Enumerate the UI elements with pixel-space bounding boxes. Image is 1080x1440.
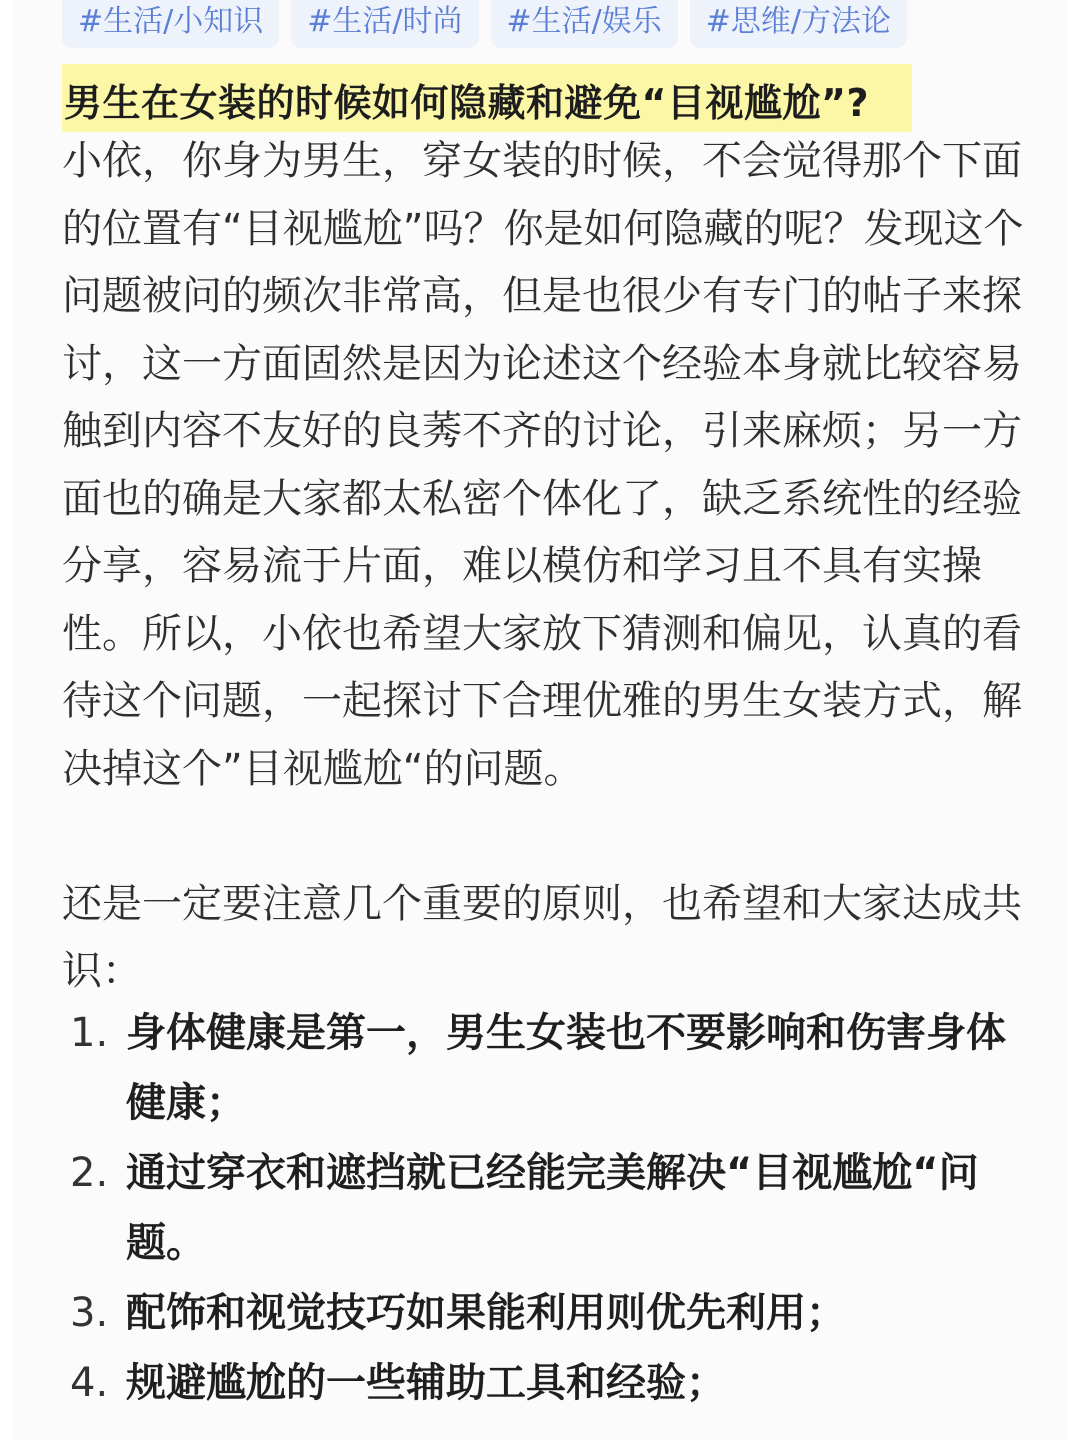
intro-paragraph: 小依，你身为男生，穿女装的时候，不会觉得那个下面的位置有“目视尴尬”吗？你是如何隐藏的呢？发现这个问题被问的频次非常高，但是也很少有专门的帖子来探讨，这一方面固然是因为论述这个经验本身就比较容易触到内容不友好的良莠不齐的讨论，引来麻烦；另一方面也的确是大家都太私密个体化了，缺乏系统性的经验分享，容易流于片面，难以模仿和学习且不具有实操性。所以，小依也希望大家放下猜测和偏见，认真的看待这个问题，一起探讨下合理优雅的男生女装方式，解决掉这个”目视尴尬“的问题。 bbox=[62, 138, 1024, 792]
post-title: 男生在女装的时候如何隐藏和避免“目视尴尬”? bbox=[64, 81, 869, 125]
list-item-number: 2. bbox=[70, 1150, 109, 1196]
list-item bbox=[62, 1278, 1042, 1348]
tag-list bbox=[62, 0, 907, 48]
list-item bbox=[62, 1348, 1042, 1418]
list-item-number: 4. bbox=[70, 1360, 109, 1406]
list-item-text: 身体健康是第一，男生女装也不要影响和伤害身体健康； bbox=[126, 1010, 1006, 1126]
tag-thinking-methodology[interactable]: #思维/方法论 bbox=[690, 0, 907, 48]
list-item-number: 1. bbox=[70, 1010, 109, 1056]
principles-list bbox=[62, 998, 1042, 1418]
list-item-text: 配饰和视觉技巧如果能利用则优先利用； bbox=[126, 1290, 846, 1336]
list-item bbox=[62, 1138, 1042, 1278]
principles-intro-paragraph: 还是一定要注意几个重要的原则，也希望和大家达成共识： bbox=[62, 880, 1022, 994]
tag-life-entertainment[interactable]: #生活/娱乐 bbox=[491, 0, 678, 48]
list-item bbox=[62, 998, 1042, 1138]
title-highlight bbox=[62, 64, 912, 132]
post-body bbox=[62, 128, 1042, 1006]
tag-life-tips[interactable]: #生活/小知识 bbox=[62, 0, 279, 48]
tag-life-fashion[interactable]: #生活/时尚 bbox=[291, 0, 478, 48]
post-page bbox=[12, 0, 1068, 1440]
list-item-number: 3. bbox=[70, 1290, 109, 1336]
list-item-text: 规避尴尬的一些辅助工具和经验； bbox=[126, 1360, 726, 1406]
list-item-text: 通过穿衣和遮挡就已经能完美解决“目视尴尬“问题。 bbox=[126, 1150, 979, 1266]
